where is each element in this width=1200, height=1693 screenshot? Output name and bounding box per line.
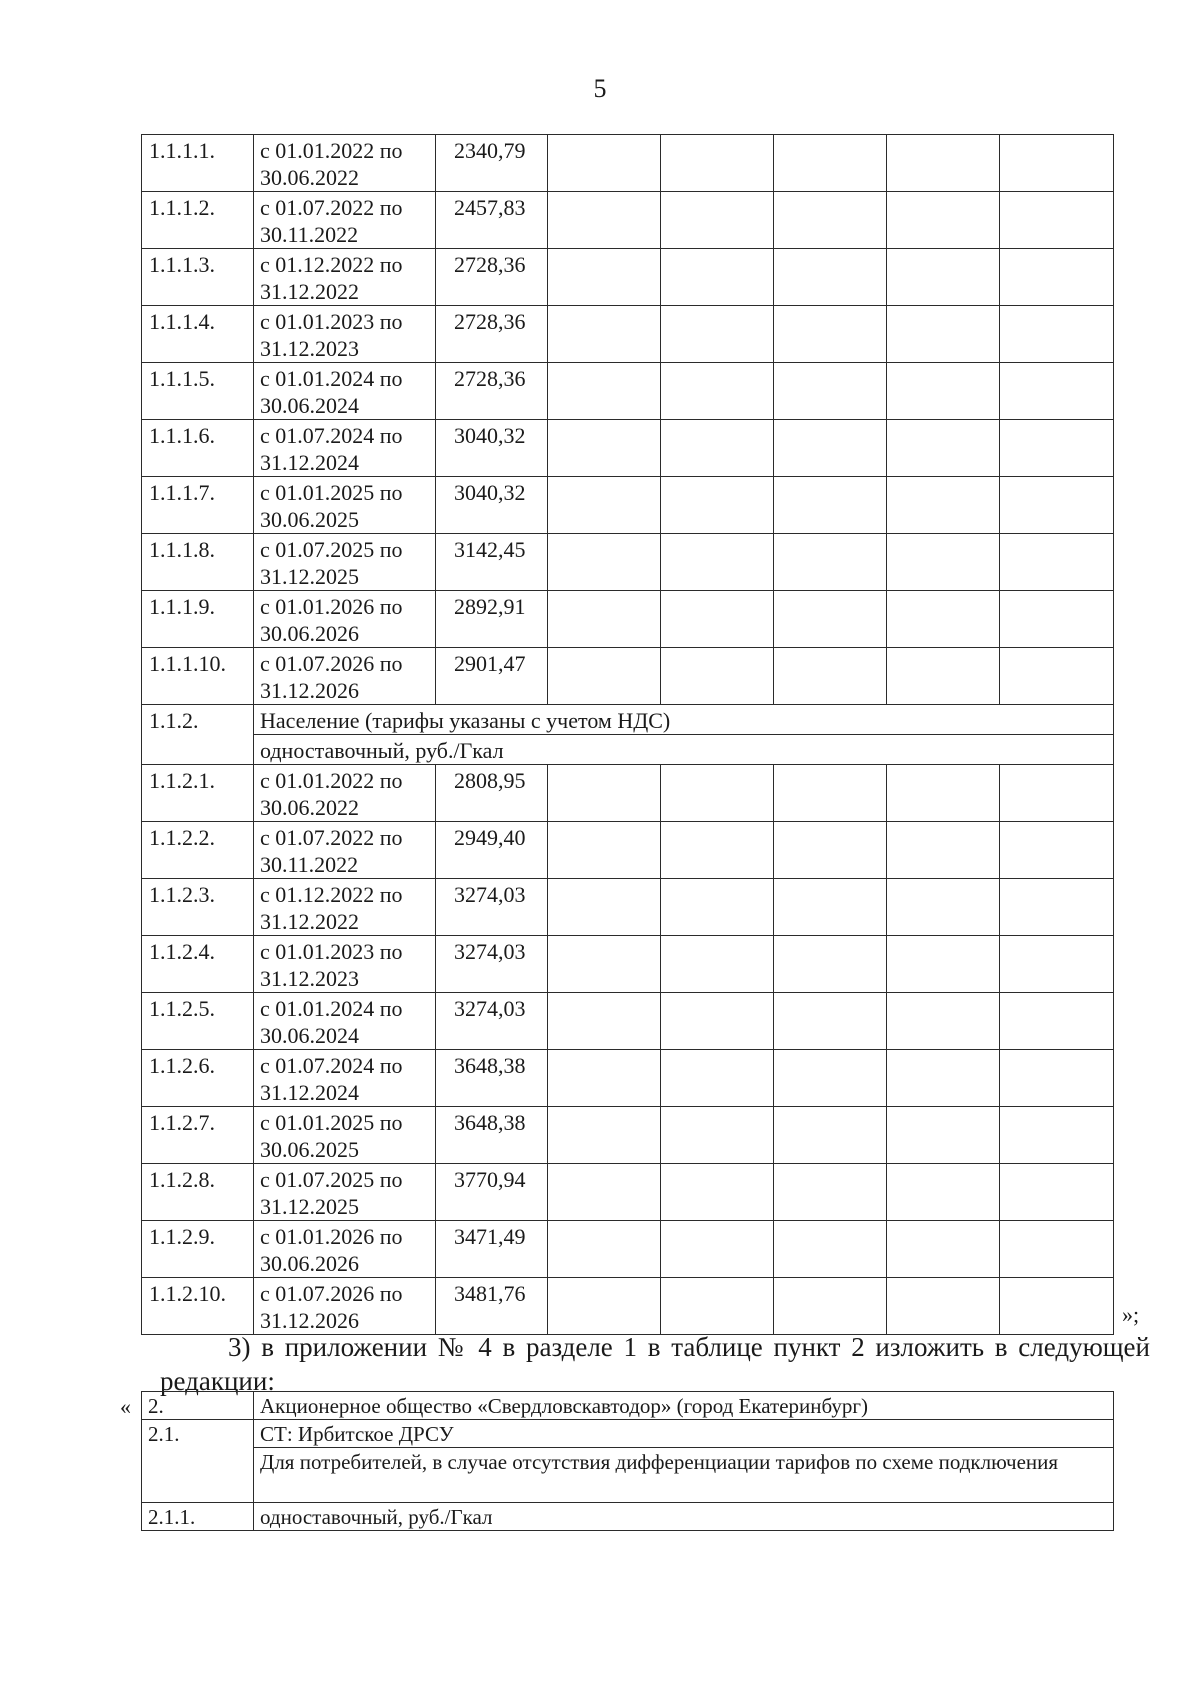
empty-cell xyxy=(661,936,774,993)
period-start: с 01.07.2022 по xyxy=(260,825,403,850)
empty-cell xyxy=(1000,363,1114,420)
tariff-code: 1.1.1.8. xyxy=(142,534,254,591)
tariff-value: 3648,38 xyxy=(436,1050,548,1107)
period-end: 31.12.2025 xyxy=(260,1194,359,1219)
tariff-period xyxy=(254,306,436,363)
section-row xyxy=(142,735,1114,765)
empty-cell xyxy=(1000,993,1114,1050)
tariff-period xyxy=(254,879,436,936)
empty-cell xyxy=(774,1278,887,1335)
empty-cell xyxy=(774,765,887,822)
tariff-value: 3471,49 xyxy=(436,1221,548,1278)
empty-cell xyxy=(661,249,774,306)
page-number: 5 xyxy=(593,74,607,103)
empty-cell xyxy=(774,648,887,705)
tariff-code: 1.1.1.2. xyxy=(142,192,254,249)
empty-cell xyxy=(887,477,1000,534)
empty-cell xyxy=(887,765,1000,822)
edit-row xyxy=(142,1420,1114,1448)
edit-row xyxy=(142,1392,1114,1420)
period-start: с 01.07.2022 по xyxy=(260,195,403,220)
period-end: 31.12.2025 xyxy=(260,564,359,589)
empty-cell xyxy=(887,648,1000,705)
empty-cell xyxy=(548,306,661,363)
empty-cell xyxy=(1000,879,1114,936)
period-end: 31.12.2024 xyxy=(260,450,359,475)
empty-cell xyxy=(774,993,887,1050)
tariff-body xyxy=(142,135,1114,1335)
empty-cell xyxy=(1000,1050,1114,1107)
empty-cell xyxy=(548,1278,661,1335)
period-end: 30.06.2025 xyxy=(260,1137,359,1162)
instruction-paragraph: 3) в приложении № 4 в разделе 1 в таблице пункт 2 изложить в следующей редакции: xyxy=(160,1332,1150,1396)
edit-table xyxy=(141,1391,1114,1531)
tariff-period xyxy=(254,822,436,879)
tariff-value: 2808,95 xyxy=(436,765,548,822)
tariff-code: 1.1.1.7. xyxy=(142,477,254,534)
tariff-code: 1.1.1.10. xyxy=(142,648,254,705)
period-end: 30.06.2022 xyxy=(260,165,359,190)
tariff-code: 1.1.1.3. xyxy=(142,249,254,306)
tariff-period xyxy=(254,1050,436,1107)
empty-cell xyxy=(887,879,1000,936)
period-start: с 01.12.2022 по xyxy=(260,252,403,277)
tariff-period xyxy=(254,765,436,822)
empty-cell xyxy=(774,477,887,534)
empty-cell xyxy=(887,306,1000,363)
tariff-code: 1.1.2.1. xyxy=(142,765,254,822)
empty-cell xyxy=(774,420,887,477)
tariff-value: 2457,83 xyxy=(436,192,548,249)
empty-cell xyxy=(774,1164,887,1221)
empty-cell xyxy=(548,765,661,822)
period-start: с 01.07.2024 по xyxy=(260,423,403,448)
tariff-value: 3274,03 xyxy=(436,993,548,1050)
empty-cell xyxy=(661,534,774,591)
tariff-code: 1.1.1.9. xyxy=(142,591,254,648)
empty-cell xyxy=(548,591,661,648)
tariff-value: 2728,36 xyxy=(436,249,548,306)
tariff-code: 1.1.1.5. xyxy=(142,363,254,420)
empty-cell xyxy=(661,1107,774,1164)
period-start: с 01.01.2025 по xyxy=(260,480,403,505)
tariff-code: 1.1.2.4. xyxy=(142,936,254,993)
empty-cell xyxy=(661,135,774,192)
empty-cell xyxy=(1000,249,1114,306)
tariff-row xyxy=(142,363,1114,420)
tariff-period xyxy=(254,1107,436,1164)
period-start: с 01.07.2025 по xyxy=(260,1167,403,1192)
empty-cell xyxy=(887,363,1000,420)
tariff-row xyxy=(142,879,1114,936)
empty-cell xyxy=(887,822,1000,879)
empty-cell xyxy=(887,534,1000,591)
empty-cell xyxy=(774,534,887,591)
empty-cell xyxy=(548,192,661,249)
empty-cell xyxy=(661,765,774,822)
closing-quote: »; xyxy=(1122,1302,1140,1327)
period-end: 30.11.2022 xyxy=(260,222,359,247)
period-end: 30.06.2026 xyxy=(260,621,359,646)
tariff-row xyxy=(142,1221,1114,1278)
edit-row-text: Для потребителей, в случае отсутствия дифференциации тарифов по схеме подключения xyxy=(254,1448,1114,1503)
empty-cell xyxy=(661,648,774,705)
tariff-code: 1.1.1.1. xyxy=(142,135,254,192)
tariff-value: 3142,45 xyxy=(436,534,548,591)
empty-cell xyxy=(661,1221,774,1278)
empty-cell xyxy=(548,1050,661,1107)
empty-cell xyxy=(661,420,774,477)
empty-cell xyxy=(661,591,774,648)
empty-cell xyxy=(661,1050,774,1107)
period-start: с 01.01.2022 по xyxy=(260,768,403,793)
tariff-row xyxy=(142,591,1114,648)
period-end: 31.12.2024 xyxy=(260,1080,359,1105)
edit-row-code: 2.1.1. xyxy=(142,1503,254,1531)
empty-cell xyxy=(887,591,1000,648)
tariff-row xyxy=(142,135,1114,192)
period-start: с 01.01.2025 по xyxy=(260,1110,403,1135)
tariff-period xyxy=(254,1278,436,1335)
empty-cell xyxy=(548,363,661,420)
section-subtitle: одноставочный, руб./Гкал xyxy=(254,735,1114,765)
empty-cell xyxy=(887,936,1000,993)
tariff-period xyxy=(254,648,436,705)
period-start: с 01.07.2024 по xyxy=(260,1053,403,1078)
period-end: 31.12.2022 xyxy=(260,279,359,304)
tariff-period xyxy=(254,420,436,477)
tariff-value: 2949,40 xyxy=(436,822,548,879)
tariff-value: 2340,79 xyxy=(436,135,548,192)
empty-cell xyxy=(774,192,887,249)
tariff-row xyxy=(142,420,1114,477)
empty-cell xyxy=(1000,936,1114,993)
tariff-code: 1.1.1.6. xyxy=(142,420,254,477)
empty-cell xyxy=(548,534,661,591)
empty-cell xyxy=(887,135,1000,192)
empty-cell xyxy=(548,420,661,477)
empty-cell xyxy=(661,822,774,879)
empty-cell xyxy=(548,648,661,705)
empty-cell xyxy=(774,1050,887,1107)
opening-quote: « xyxy=(120,1394,131,1419)
empty-cell xyxy=(887,1164,1000,1221)
empty-cell xyxy=(1000,1107,1114,1164)
empty-cell xyxy=(774,1107,887,1164)
empty-cell xyxy=(548,1221,661,1278)
period-end: 31.12.2026 xyxy=(260,1308,359,1333)
empty-cell xyxy=(548,879,661,936)
tariff-value: 2728,36 xyxy=(436,306,548,363)
period-start: с 01.01.2026 по xyxy=(260,594,403,619)
period-start: с 01.01.2023 по xyxy=(260,939,403,964)
tariff-code: 1.1.2.3. xyxy=(142,879,254,936)
tariff-code: 1.1.2.8. xyxy=(142,1164,254,1221)
tariff-row xyxy=(142,192,1114,249)
empty-cell xyxy=(1000,534,1114,591)
period-end: 30.11.2022 xyxy=(260,852,359,877)
empty-cell xyxy=(774,822,887,879)
period-end: 30.06.2025 xyxy=(260,507,359,532)
empty-cell xyxy=(661,1278,774,1335)
tariff-row xyxy=(142,648,1114,705)
edit-row-code: 2. xyxy=(142,1392,254,1420)
edit-row-code: 2.1. xyxy=(142,1420,254,1503)
tariff-value: 3648,38 xyxy=(436,1107,548,1164)
tariff-value: 3040,32 xyxy=(436,420,548,477)
edit-row-text: СТ: Ирбитское ДРСУ xyxy=(254,1420,1114,1448)
edit-row xyxy=(142,1448,1114,1503)
empty-cell xyxy=(774,1221,887,1278)
tariff-period xyxy=(254,477,436,534)
tariff-row xyxy=(142,249,1114,306)
section-title: Население (тарифы указаны с учетом НДС) xyxy=(254,705,1114,735)
tariff-value: 2728,36 xyxy=(436,363,548,420)
empty-cell xyxy=(774,135,887,192)
tariff-period xyxy=(254,591,436,648)
empty-cell xyxy=(1000,1221,1114,1278)
empty-cell xyxy=(661,1164,774,1221)
tariff-period xyxy=(254,135,436,192)
tariff-period xyxy=(254,534,436,591)
empty-cell xyxy=(1000,135,1114,192)
period-start: с 01.01.2024 по xyxy=(260,366,403,391)
tariff-period xyxy=(254,363,436,420)
empty-cell xyxy=(661,477,774,534)
empty-cell xyxy=(548,135,661,192)
empty-cell xyxy=(661,306,774,363)
empty-cell xyxy=(1000,822,1114,879)
tariff-value: 3040,32 xyxy=(436,477,548,534)
period-end: 30.06.2024 xyxy=(260,1023,359,1048)
tariff-value: 3481,76 xyxy=(436,1278,548,1335)
empty-cell xyxy=(887,249,1000,306)
empty-cell xyxy=(1000,477,1114,534)
empty-cell xyxy=(774,306,887,363)
tariff-row xyxy=(142,534,1114,591)
empty-cell xyxy=(1000,591,1114,648)
tariff-value: 3274,03 xyxy=(436,936,548,993)
tariff-row xyxy=(142,765,1114,822)
empty-cell xyxy=(887,192,1000,249)
tariff-code: 1.1.2.9. xyxy=(142,1221,254,1278)
tariff-row xyxy=(142,1278,1114,1335)
period-start: с 01.01.2026 по xyxy=(260,1224,403,1249)
empty-cell xyxy=(887,1050,1000,1107)
tariff-code: 1.1.2.2. xyxy=(142,822,254,879)
tariff-period xyxy=(254,1221,436,1278)
empty-cell xyxy=(774,363,887,420)
empty-cell xyxy=(548,1164,661,1221)
period-start: с 01.07.2026 по xyxy=(260,1281,403,1306)
empty-cell xyxy=(661,192,774,249)
empty-cell xyxy=(1000,648,1114,705)
period-start: с 01.01.2024 по xyxy=(260,996,403,1021)
tariff-value: 3770,94 xyxy=(436,1164,548,1221)
tariff-row xyxy=(142,993,1114,1050)
empty-cell xyxy=(548,936,661,993)
period-start: с 01.12.2022 по xyxy=(260,882,403,907)
tariff-row xyxy=(142,306,1114,363)
tariff-row xyxy=(142,1050,1114,1107)
period-start: с 01.07.2025 по xyxy=(260,537,403,562)
empty-cell xyxy=(1000,1164,1114,1221)
empty-cell xyxy=(548,1107,661,1164)
empty-cell xyxy=(1000,306,1114,363)
empty-cell xyxy=(1000,1278,1114,1335)
empty-cell xyxy=(548,993,661,1050)
tariff-value: 2901,47 xyxy=(436,648,548,705)
tariff-period xyxy=(254,993,436,1050)
empty-cell xyxy=(1000,765,1114,822)
period-end: 31.12.2026 xyxy=(260,678,359,703)
empty-cell xyxy=(887,420,1000,477)
empty-cell xyxy=(887,1107,1000,1164)
empty-cell xyxy=(1000,420,1114,477)
section-code: 1.1.2. xyxy=(142,705,254,765)
tariff-period xyxy=(254,249,436,306)
section-row xyxy=(142,705,1114,735)
period-start: с 01.01.2022 по xyxy=(260,138,403,163)
tariff-row xyxy=(142,936,1114,993)
empty-cell xyxy=(1000,192,1114,249)
empty-cell xyxy=(548,249,661,306)
period-end: 30.06.2022 xyxy=(260,795,359,820)
period-end: 30.06.2024 xyxy=(260,393,359,418)
tariff-value: 3274,03 xyxy=(436,879,548,936)
empty-cell xyxy=(661,993,774,1050)
empty-cell xyxy=(548,477,661,534)
period-end: 31.12.2023 xyxy=(260,336,359,361)
period-end: 30.06.2026 xyxy=(260,1251,359,1276)
empty-cell xyxy=(887,1221,1000,1278)
period-end: 31.12.2022 xyxy=(260,909,359,934)
tariff-value: 2892,91 xyxy=(436,591,548,648)
tariff-code: 1.1.2.5. xyxy=(142,993,254,1050)
empty-cell xyxy=(548,822,661,879)
tariff-row xyxy=(142,477,1114,534)
tariff-code: 1.1.2.6. xyxy=(142,1050,254,1107)
empty-cell xyxy=(774,591,887,648)
tariff-row xyxy=(142,1164,1114,1221)
tariff-row xyxy=(142,822,1114,879)
tariff-code: 1.1.2.7. xyxy=(142,1107,254,1164)
empty-cell xyxy=(774,249,887,306)
tariff-code: 1.1.1.4. xyxy=(142,306,254,363)
tariff-table xyxy=(141,134,1114,1335)
edit-row-text: Акционерное общество «Свердловскавтодор» (город Екатеринбург) xyxy=(254,1392,1114,1420)
tariff-period xyxy=(254,1164,436,1221)
empty-cell xyxy=(887,993,1000,1050)
period-end: 31.12.2023 xyxy=(260,966,359,991)
period-start: с 01.01.2023 по xyxy=(260,309,403,334)
empty-cell xyxy=(774,936,887,993)
period-start: с 01.07.2026 по xyxy=(260,651,403,676)
empty-cell xyxy=(887,1278,1000,1335)
edit-row xyxy=(142,1503,1114,1531)
empty-cell xyxy=(661,363,774,420)
tariff-row xyxy=(142,1107,1114,1164)
empty-cell xyxy=(774,879,887,936)
edit-row-text: одноставочный, руб./Гкал xyxy=(254,1503,1114,1531)
tariff-code: 1.1.2.10. xyxy=(142,1278,254,1335)
empty-cell xyxy=(661,879,774,936)
tariff-period xyxy=(254,192,436,249)
tariff-period xyxy=(254,936,436,993)
